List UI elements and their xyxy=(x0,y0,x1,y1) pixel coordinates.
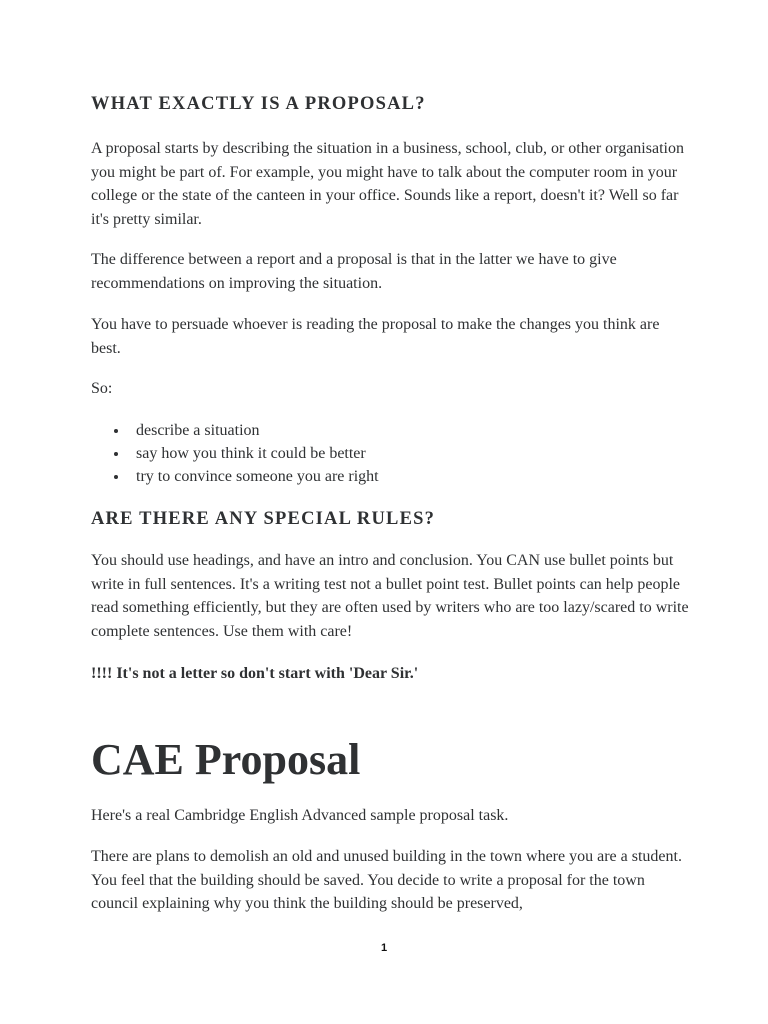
page-number: 1 xyxy=(380,942,388,954)
list-item: try to convince someone you are right xyxy=(91,465,379,488)
bullet-icon xyxy=(114,452,118,456)
paragraph-proposal-description: A proposal starts by describing the situation in a business, school, club, or other organisation you might be part of. For example, you might have to talk about the computer room in your college or the state of the canteen in your office. Sounds like a report, doesn't it? Well so far it's pretty similar. xyxy=(91,140,684,228)
bullet-icon xyxy=(114,429,118,433)
list-item: say how you think it could be better xyxy=(91,442,379,465)
page-title-cae-proposal: CAE Proposal xyxy=(91,735,361,784)
warning-note: !!!! It's not a letter so don't start with 'Dear Sir.' xyxy=(91,665,419,682)
paragraph-persuade: You have to persuade whoever is reading the proposal to make the changes you think are best. xyxy=(91,316,660,357)
section-heading-special-rules: ARE THERE ANY SPECIAL RULES? xyxy=(91,509,436,529)
paragraph-so: So: xyxy=(91,380,113,397)
paragraph-rules: You should use headings, and have an intro and conclusion. You CAN use bullet points but write in full sentences. It's a writing test not a bullet point test. Bullet points can help people read something efficiently, but they are often used by writers who are too lazy/scared to write complete sentences. Use them with care! xyxy=(91,552,689,640)
paragraph-task-description: There are plans to demolish an old and unused building in the town where you are a student. You feel that the building should be saved. You decide to write a proposal for the town council explaining why you think the building should be preserved, xyxy=(91,848,682,912)
paragraph-report-vs-proposal: The difference between a report and a proposal is that in the latter we have to give recommendations on improving the situation. xyxy=(91,251,617,292)
list-item: describe a situation xyxy=(91,419,379,442)
bullet-icon xyxy=(114,475,118,479)
section-heading-what-is-proposal: WHAT EXACTLY IS A PROPOSAL? xyxy=(91,94,426,114)
bullet-list xyxy=(91,419,379,489)
paragraph-sample-task-intro: Here's a real Cambridge English Advanced sample proposal task. xyxy=(91,807,509,824)
